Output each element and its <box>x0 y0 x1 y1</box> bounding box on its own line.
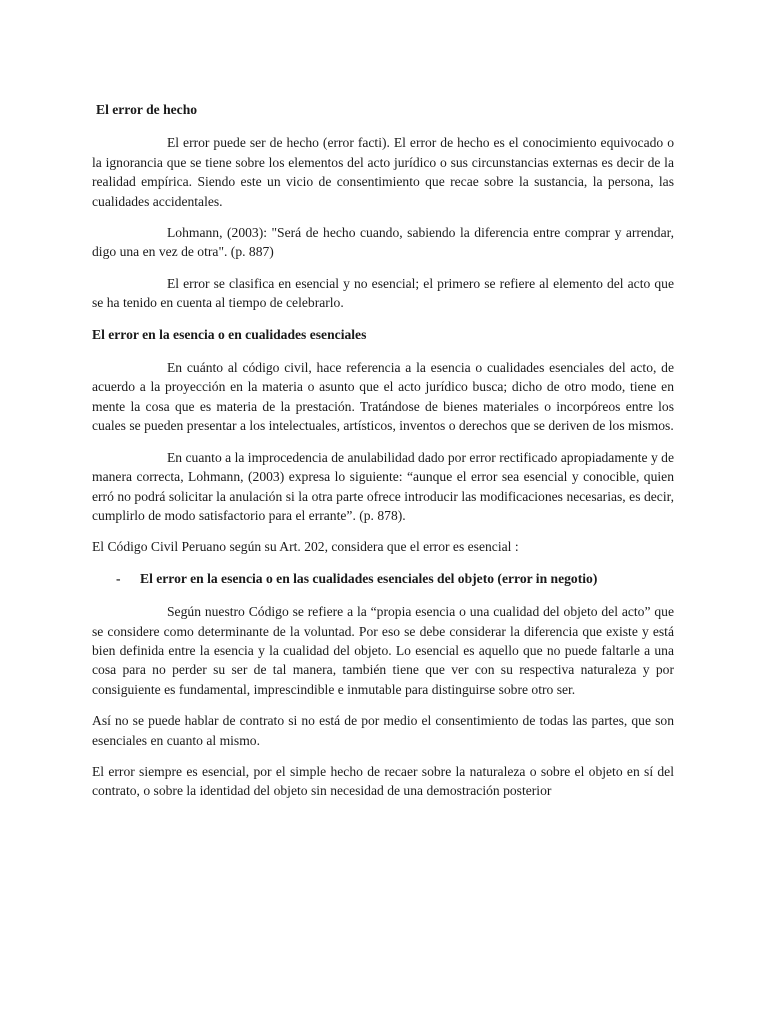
paragraph-propia-esencia: Según nuestro Código se refiere a la “propia esencia o una cualidad del objeto del acto” que se considere como determinante de la voluntad. Por eso se debe considerar la diferencia que existe y está bien definida entre la esencia y la cualidad del objeto. Lo esencial es aquello que no puede faltarle a una cosa para no perder su ser de tal manera, también tiene que ver con su respectiva naturaleza y por consiguiente es fundamental, imprescindible e inmutable para distinguirse sobre otro ser. <box>92 604 674 697</box>
paragraph-error-esencial: El error siempre es esencial, por el simple hecho de recaer sobre la naturaleza o sobre el objeto en sí del contrato, o sobre la identidad del objeto sin necesidad de una demostración posterior <box>92 763 674 799</box>
paragraph-improcedencia: En cuanto a la improcedencia de anulabilidad dado por error rectificado apropiadamente y de manera correcta, Lohmann, (2003) expresa lo siguiente: “aunque el error sea esencial y conocible, quien erró no podrá solicitar la anulación si la otra parte ofrece introducir las modificaciones necesarias, es decir, cumplirlo de modo satisfactorio para el errante”. (p. 878). <box>92 449 674 523</box>
bullet-item-error-in-negotio <box>92 569 674 588</box>
paragraph-contrato: Así no se puede hablar de contrato si no está de por medio el consentimiento de todas las partes, que son esenciales en cuanto al mismo. <box>92 713 674 748</box>
section-heading-error-de-hecho: El error de hecho <box>96 102 198 117</box>
section-heading-esencia: El error en la esencia o en cualidades esenciales <box>92 326 367 342</box>
paragraph-art-202: El Código Civil Peruano según su Art. 202, considera que el error es esencial : <box>92 539 519 555</box>
bullet-text: El error en la esencia o en las cualidades esenciales del objeto (error in negotio) <box>140 570 598 586</box>
paragraph-clasificacion: El error se clasifica en esencial y no esencial; el primero se refiere al elemento del acto que se ha tenido en cuenta al tiempo de celebrarlo. <box>92 275 674 311</box>
paragraph-error-de-hecho: El error puede ser de hecho (error facti). El error de hecho es el conocimiento equivocado o la ignorancia que se tiene sobre los elementos del acto jurídico o sus circunstancias externas es decir de la realidad empírica. Siendo este un vicio de consentimiento que recae sobre la sustancia, la persona, las cualidades accidentales. <box>92 135 674 209</box>
document-page <box>92 100 674 813</box>
bullet-dash: - <box>116 570 121 586</box>
paragraph-codigo-civil: En cuánto al código civil, hace referencia a la esencia o cualidades esenciales del acto, de acuerdo a la proyección en la materia o asunto que el acto jurídico busca; dicho de otro modo, tiene en mente la cosa que es materia de la prestación. Tratándose de bienes materiales o incorpóreos entre los cuales se pueden presentar a los intelectuales, artísticos, inventos o derechos que se deriven de los mismos. <box>92 360 674 434</box>
paragraph-lohmann-quote: Lohmann, (2003): "Será de hecho cuando, sabiendo la diferencia entre comprar y arrendar, digo una en vez de otra". (p. 887) <box>92 225 674 260</box>
